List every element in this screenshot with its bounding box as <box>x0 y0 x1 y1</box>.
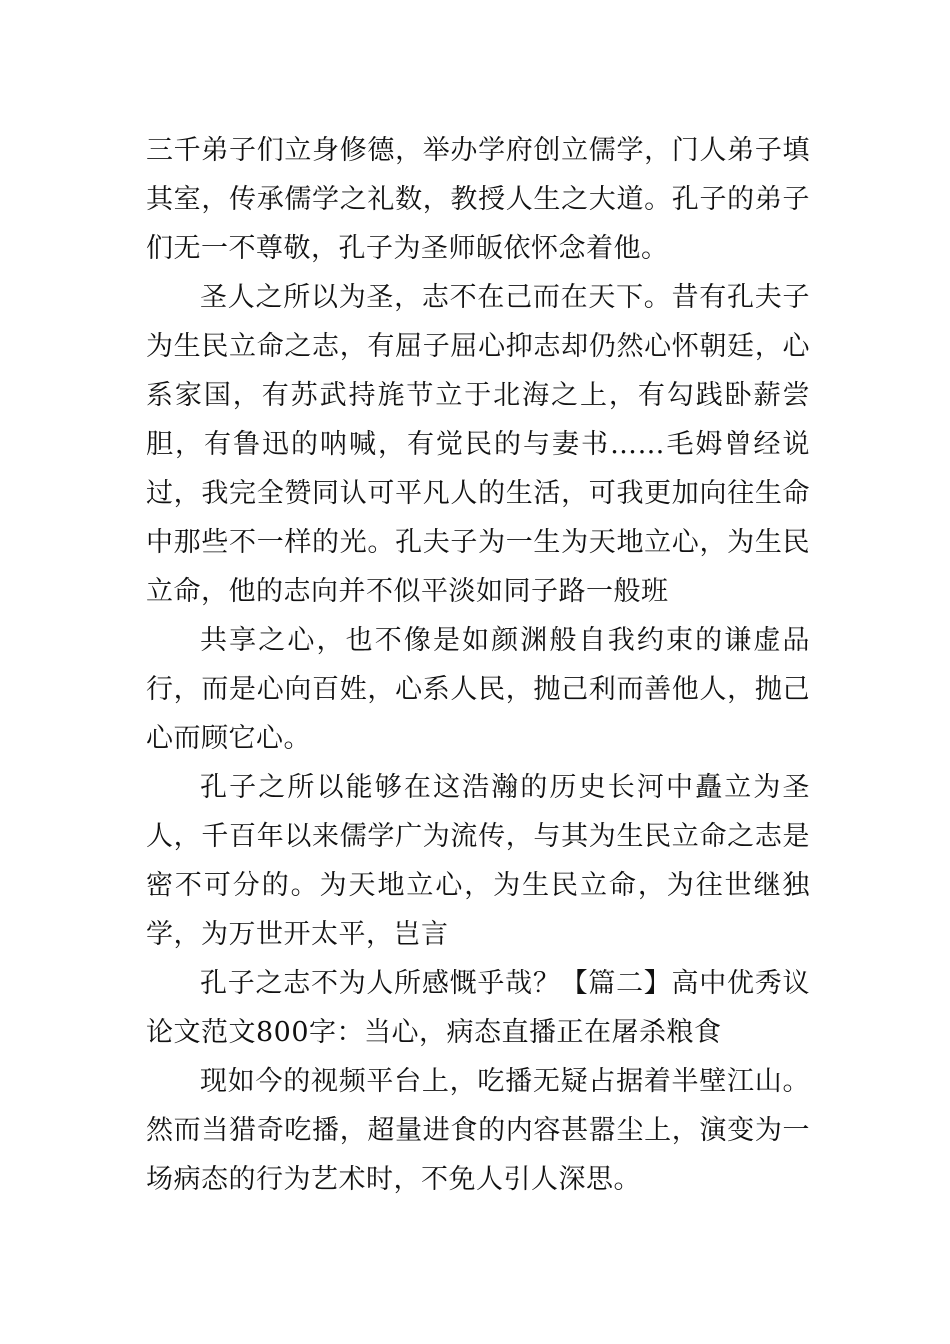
paragraph-6: 现如今的视频平台上，吃播无疑占据着半壁江山。然而当猎奇吃播，超量进食的内容甚嚣尘上，演变为一场病态的行为艺术时，不免人引人深思。 <box>146 1066 810 1195</box>
paragraph-5: 孔子之志不为人所感慨乎哉？【篇二】高中优秀议论文范文800字：当心，病态直播正在屠杀粮食 <box>146 968 810 1048</box>
paragraph-1: 三千弟子们立身修德，举办学府创立儒学，门人弟子填其室，传承儒学之礼数，教授人生之大道。孔子的弟子们无一不尊敬，孔子为圣师皈依怀念着他。 <box>146 135 810 264</box>
paragraph-4: 孔子之所以能够在这浩瀚的历史长河中矗立为圣人，千百年以来儒学广为流传，与其为生民立命之志是密不可分的。为天地立心，为生民立命，为往世继独学，为万世开太平，岂言 <box>146 772 810 950</box>
paragraph-2: 圣人之所以为圣，志不在己而在天下。昔有孔夫子为生民立命之志，有屈子屈心抑志却仍然心怀朝廷，心系家国，有苏武持旄节立于北海之上，有勾践卧薪尝胆，有鲁迅的呐喊，有觉民的与妻书……毛姆曾经说过，我完全赞同认可平凡人的生活，可我更加向往生命中那些不一样的光。孔夫子为一生为天地立心，为生民立命，他的志向并不似平淡如同子路一般班 <box>146 282 810 607</box>
paragraph-3: 共享之心，也不像是如颜渊般自我约束的谦虚品行，而是心向百姓，心系人民，抛己利而善他人，抛己心而顾它心。 <box>146 625 810 754</box>
document-body <box>146 126 810 1204</box>
